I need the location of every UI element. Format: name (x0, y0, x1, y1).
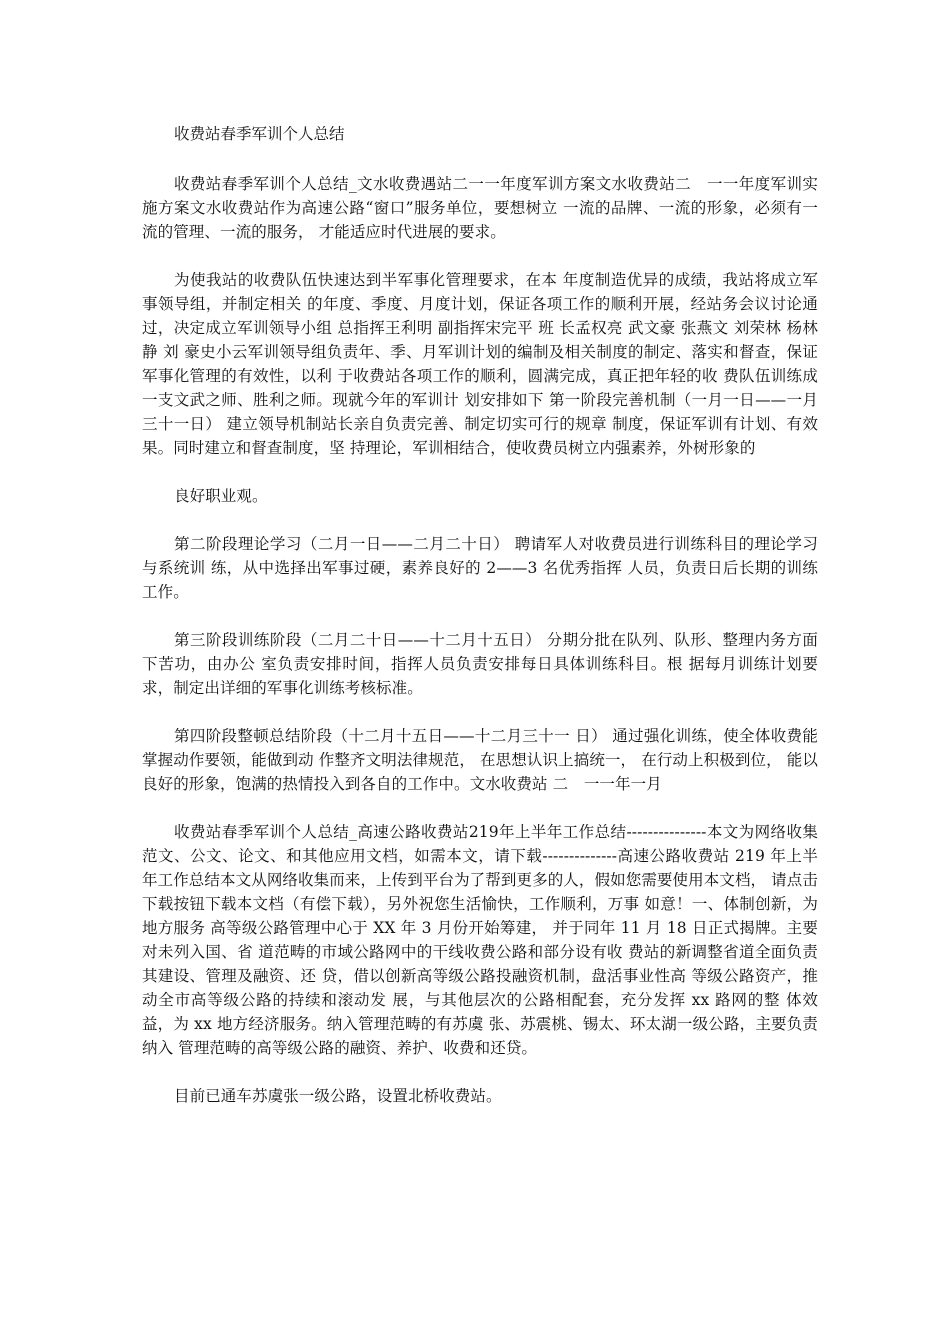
paragraph-second-phase: 第二阶段理论学习（二月一日——二月二十日） 聘请军人对收费员进行训练科目的理论学习与系统训 练，从中选择出军事过硬，素养良好的 2——3 名优秀指挥 人员，负责日后长期的训练工作。 (142, 535, 818, 601)
document-page (142, 122, 818, 1132)
paragraph-professional-view: 良好职业观。 (174, 487, 268, 505)
paragraph-intro: 收费站春季军训个人总结_文水收费遇站二一一年度军训方案文水收费站二 一一年度军训实施方案文水收费站作为高速公路“窗口”服务单位，要想树立 一流的品牌、一流的形象，必须有一流的管理、一流的服务， 才能适应时代进展的要求。 (142, 175, 818, 241)
document-title: 收费站春季军训个人总结 (174, 125, 345, 143)
paragraph-third-phase: 第三阶段训练阶段（二月二十日——十二月十五日） 分期分批在队列、队形、整理内务方面下苦功，由办公 室负责安排时间，指挥人员负责安排每日具体训练科目。根 据每月训练计划要求，制定出详细的军事化训练考核标准。 (142, 631, 818, 697)
paragraph-highway-summary: 收费站春季军训个人总结_高速公路收费站219年上半年工作总结---------------本文为网络收集范文、公文、论文、和其他应用文档，如需本文，请下载--------------高速公路收费站 219 年上半年工作总结本文从网络收集而来，上传到平台为了帮到更多的人，假如您需要使用本文档， 请点击下载按钮下载本文档（有偿下载），另外祝您生活愉快，工作顺利，万事 如意！一、体制创新，为地方服务 高等级公路管理中心于 XX 年 3 月份开始筹建， 并于同年 11 月 18 日正式揭牌。主要对未列入国、省 道范畴的市域公路网中的干线收费公路和部分设有收 费站的新调整省道全面负责其建设、管理及融资、还 贷，借以创新高等级公路投融资机制，盘活事业性高 等级公路资产，推动全市高等级公路的持续和滚动发 展，与其他层次的公路相配套，充分发挥 xx 路网的整 体效益，为 xx 地方经济服务。纳入管理范畴的有苏虞 张、苏震桃、锡太、环太湖一级公路，主要负责纳入 管理范畴的高等级公路的融资、养护、收费和还贷。 (142, 823, 818, 1057)
paragraph-current-status: 目前已通车苏虞张一级公路，设置北桥收费站。 (174, 1087, 502, 1105)
paragraph-first-phase: 为使我站的收费队伍快速达到半军事化管理要求，在本 年度制造优异的成绩，我站将成立军事领导组，并制定相关 的年度、季度、月度计划，保证各项工作的顺利开展，经站务会议讨论通过，决定成立军训领导小组 总指挥王利明 副指挥宋完平 班 长孟权亮 武文豪 张燕文 刘荣林 杨林静 刘 豪史小云军训领导组负责年、季、月军训计划的编制及相关制度的制定、落实和督查，保证军事化管理的有效性，以利 于收费站各项工作的顺利，圆满完成，真正把年轻的收 费队伍训练成一支文武之师、胜利之师。现就今年的军训计 划安排如下 第一阶段完善机制（一月一日——一月三十一日） 建立领导机制站长亲自负责完善、制定切实可行的规章 制度，保证军训有计划、有效果。同时建立和督查制度，坚 持理论，军训相结合，使收费员树立内强素养，外树形象的 (142, 271, 818, 457)
paragraph-fourth-phase: 第四阶段整顿总结阶段（十二月十五日——十二月三十一 日） 通过强化训练，使全体收费能掌握动作要领，能做到动 作整齐文明法律规范， 在思想认识上搞统一， 在行动上积极到位， 能以良好的形象，饱满的热情投入到各自的工作中。文水收费站 二 一一年一月 (142, 727, 818, 793)
